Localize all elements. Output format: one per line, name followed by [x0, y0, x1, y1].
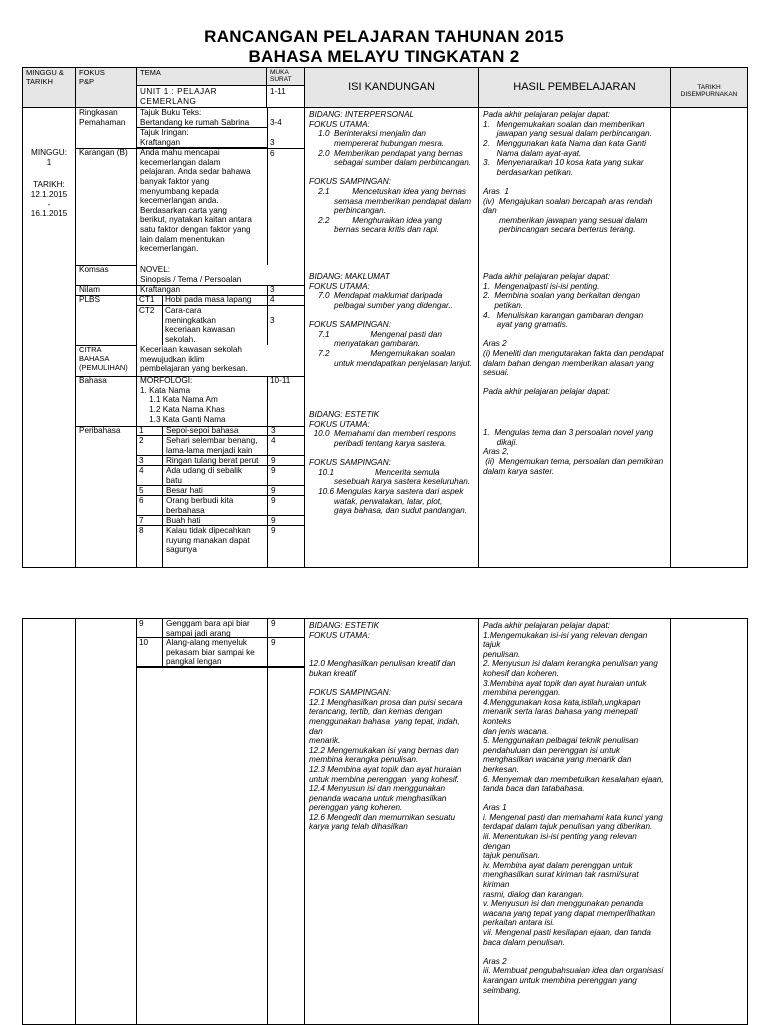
- peribahasa-number: 2: [137, 436, 163, 455]
- fokus-nilam: Nilam: [76, 285, 136, 296]
- peribahasa-row: [137, 619, 304, 638]
- tarikh-disempurnakan-cell-cont: [671, 619, 748, 1025]
- peribahasa-number: 8: [137, 526, 163, 567]
- tema-column: [137, 108, 305, 568]
- peribahasa-text: Alang-alang menyeluk pekasam biar sampai ke pangkal lengan: [166, 638, 255, 667]
- peribahasa-page: 3: [271, 426, 276, 436]
- hasil-pembelajaran-cell-cont: [479, 619, 671, 1025]
- page-karangan: 6: [270, 149, 275, 159]
- fokus-column: [76, 108, 137, 568]
- fokus-komsas: Komsas: [76, 265, 136, 286]
- plbs-ct1-page: 4: [270, 295, 275, 305]
- peribahasa-number: 3: [137, 456, 163, 465]
- page-ringkasan-teks: 3-4: [270, 118, 282, 128]
- peribahasa-page: 9: [271, 638, 276, 647]
- peribahasa-number: 6: [137, 496, 163, 515]
- unit-title: UNIT 1 : PELAJAR CEMERLANG: [137, 86, 267, 108]
- peribahasa-row: [137, 526, 304, 568]
- peribahasa-row: [137, 486, 304, 496]
- document-title-line2: BAHASA MELAYU TINGKATAN 2: [248, 47, 520, 66]
- tema-column-cont: [137, 619, 305, 1025]
- peribahasa-page: 9: [271, 516, 276, 526]
- isi-estetik: BIDANG: ESTETIK FOKUS UTAMA: 10.0 Memahami dan memberi respons peribadi tentang karya sastera. FOKUS SAMPINGAN: 10.1 Mencerita semula sesebuah karya sastera keseluruhan. 10.6 Mengulas karya sastera dari aspek watak, perwatakan, latar, plot, gaya bahasa, dan sudut pandangan.: [309, 410, 471, 516]
- peribahasa-page: 9: [271, 496, 276, 506]
- fokus-ringkasan: Ringkasan Pemahaman: [76, 108, 136, 149]
- peribahasa-row: [137, 426, 304, 436]
- peribahasa-text: Ada udang di sebalik batu: [166, 466, 243, 485]
- hasil-interpersonal: Pada akhir pelajaran pelajar dapat: 1. Mengemukakan soalan dan memberikan jawapan yang sesuai dalam perbincangan. 2. Menggunakan kata Nama dan kata Ganti Nama dalam ayat-ayat. 3. Menyenaraikan 10 kosa kata yang sukar berdasarkan petikan. Aras 1 (iv) Mengajukan soalan bercapah aras rendah dan memberikan jawapan yang sesuai dalam perbincangan secara berterus terang.: [483, 110, 653, 235]
- isi-maklumat: BIDANG: MAKLUMAT FOKUS UTAMA: 7.0 Mendapat maklumat daripada pelbagai sumber yang didengar.. FOKUS SAMPINGAN: 7.1 Mengenal pasti dan menyatakan gambaran. 7.2 Mengemukakan soalan untuk mendapatkan penjelasan lanjut.: [309, 272, 472, 368]
- lesson-plan-table-week1: [22, 67, 748, 568]
- lesson-plan-table-week1-cont: [22, 618, 748, 1025]
- peribahasa-text: Orang berbudi kita berbahasa: [166, 496, 234, 515]
- fokus-plbs: PLBS: [76, 295, 136, 346]
- tema-ringkasan-iringan: Tajuk Iringan: Kraftangan: [137, 128, 267, 148]
- plbs-ct1-text: Hobi pada masa lapang: [165, 295, 252, 305]
- tema-nilam: Kraftangan: [140, 285, 181, 295]
- plbs-ct1-code: CT1: [139, 295, 155, 305]
- hasil-estetik: 1. Mengulas tema dan 3 persoalan novel yang dikaji. Aras 2, (ii) Mengemukan tema, persoalan dan pemikiran dalam karya saster.: [483, 428, 664, 476]
- tarikh-disempurnakan-cell: [671, 108, 748, 568]
- col-header-fokus: FOKUS P&P: [76, 68, 137, 108]
- week-label: MINGGU: 1: [31, 148, 67, 167]
- hasil-estetik-penulisan: Pada akhir pelajaran pelajar dapat: 1.Mengemukakan isi-isi yang relevan dengan tajuk penulisan. 2. Menyusun isi dalam kerangka penulisan yang kohesif dan koheren. 3.Membina ayat topik dan ayat huraian untuk membina perenggan. 4.Menggunakan kosa kata,istilah,ungkapan menarik serta laras bahasa yang menepati konteks dan jenis wacana. 5. Menggunakan pelbagai teknik penulisan pendahuluan dan perenggan isi untuk menghasilkan wacana yang menarik dan berkesan. 6. Menyemak dan membetulkan kesalahan ejaan, tanda baca dan tatabahasa. Aras 1 i. Mengenal pasti dan memahami kata kunci yang terdapat dalam tajuk penulisan yang diberikan. iii. Menentukan isi-isi penting yang relevan dengan tajuk penulisan. iv. Membina ayat dalam perenggan untuk menghasilkan surat kiriman tak rasmi/surat kiriman rasmi, dialog dan karangan. v. Menyusun isi dan menggunakan penanda wacana yang tepat yang dapat memperlihatkan perkaitan antara isi. vii. Mengenal pasti kesilapan ejaan, dan tanda baca dalam penulisan. Aras 2 iii. Membuat pengubahsuaian idea dan organisasi karangan untuk membina perenggan yang seimbang.: [483, 621, 664, 995]
- tema-komsas: NOVEL: Sinopsis / Tema / Persoalan: [137, 265, 305, 285]
- peribahasa-text: Buah hati: [166, 516, 201, 526]
- peribahasa-page: 9: [271, 456, 276, 466]
- peribahasa-number: 5: [137, 486, 163, 495]
- tema-bahasa-morfologi: MORFOLOGI: 1. Kata Nama 1.1 Kata Nama Am 1.2 Kata Nama Khas 1.3 Kata Ganti Nama: [140, 376, 226, 424]
- plbs-ct2-text: Cara-cara meningkatkan keceriaan kawasan sekolah.: [165, 306, 236, 344]
- col-header-isi-kandungan: ISI KANDUNGAN: [305, 68, 479, 108]
- col-header-tema: TEMA: [137, 68, 267, 86]
- unit-pages: 1-11: [267, 86, 305, 108]
- fokus-cell-cont: [76, 619, 137, 1025]
- peribahasa-text: Sepoi-sepoi bahasa: [166, 426, 239, 436]
- peribahasa-number: 7: [137, 516, 163, 525]
- date-label: TARIKH:: [33, 180, 65, 190]
- tema-karangan: Anda mahu mencapai kecemerlangan dalam pelajaran. Anda sedar bahawa banyak faktor yang menyumbang kepada kecemerlangan anda. Berdasarkan carta yang berikut, nyatakan kaitan antara satu faktor dengan faktor yang lain dalam menentukan kecemerlangan.: [140, 148, 252, 254]
- fokus-karangan: Karangan (B): [76, 148, 136, 266]
- date-range: 12.1.2015 - 16.1.2015: [30, 190, 68, 219]
- peribahasa-page: 9: [271, 486, 276, 496]
- peribahasa-number: 1: [137, 426, 163, 435]
- peribahasa-page: 9: [271, 466, 276, 476]
- page-bahasa: 10-11: [270, 376, 291, 386]
- fokus-citra-bahasa: CITRA BAHASA (PEMULIHAN): [76, 345, 136, 377]
- peribahasa-text: Besar hati: [166, 486, 203, 496]
- peribahasa-number: 10: [137, 638, 163, 666]
- fokus-bahasa: Bahasa: [76, 376, 136, 427]
- peribahasa-row: [137, 466, 304, 486]
- page-ringkasan-iringan: 3: [270, 138, 275, 148]
- peribahasa-text: Ringan tulang berat perut: [166, 456, 259, 466]
- document-title-line1: RANCANGAN PELAJARAN TAHUNAN 2015: [204, 27, 564, 46]
- col-header-hasil-pembelajaran: HASIL PEMBELAJARAN: [479, 68, 671, 108]
- peribahasa-page: 4: [271, 436, 276, 446]
- hasil-pembelajaran-cell: [479, 108, 671, 568]
- peribahasa-number: 4: [137, 466, 163, 485]
- isi-estetik-penulisan: BIDANG: ESTETIK FOKUS UTAMA: 12.0 Menghasilkan penulisan kreatif dan bukan kreatif FOKUS SAMPINGAN: 12.1 Menghasilkan prosa dan puisi secara terancang, tertib, dan kemas dengan menggunakan bahasa yang tepat, indah, dan menarik. 12.2 Mengemukakan isi yang bernas dan membina kerangka penulisan. 12.3 Membina ayat topik dan ayat huraian untuk membina perenggan yang kohesif. 12.4 Menyusun isi dan menggunakan penanda wacana untuk menghasilkan perenggan yang koheren. 12.6 Mengedit dan memurnikan sesuatu karya yang telah dihasilkan: [309, 621, 463, 832]
- isi-kandungan-cell-cont: [305, 619, 479, 1025]
- peribahasa-text: Genggam bara api biar sampai jadi arang: [166, 619, 250, 638]
- peribahasa-row: [137, 436, 304, 456]
- col-header-muka-surat: MUKA SURAT: [267, 68, 305, 86]
- hasil-maklumat: Pada akhir pelajaran pelajar dapat: 1. Mengenalpasti isi-isi penting. 2. Membina soalan yang berkaitan dengan petikan. 4. Menuliskan karangan gambaran dengan ayat yang gramatis. Aras 2 (i) Meneliti dan mengutarakan fakta dan pendapat dalam bahan dengan memberikan alasan yang sesuai. Pada akhir pelajaran pelajar dapat:: [483, 272, 664, 397]
- page-nilam: 3: [270, 285, 275, 295]
- peribahasa-text: Kalau tidak dipecahkan ruyung manakan dapat sagunya: [166, 526, 251, 555]
- tema-citra-bahasa: Keceriaan kawasan sekolah mewujudkan iklim pembelajaran yang berkesan.: [137, 345, 305, 376]
- isi-interpersonal: BIDANG: INTERPERSONAL FOKUS UTAMA: 1.0 Berinteraksi menjalin dan mempererat hubungan mesra. 2.0 Memberikan pendapat yang bernas sebagai sumber dalam perbincangan. FOKUS SAMPINGAN: 2.1 Mencetuskan idea yang bernas semasa memberikan pendapat dalam perbincangan. 2.2 Menghuraikan idea yang bernas secara kritis dan rapi.: [309, 110, 472, 235]
- peribahasa-page: 9: [271, 526, 276, 536]
- peribahasa-row: [137, 496, 304, 516]
- week-cell-cont: [23, 619, 76, 1025]
- peribahasa-number: 9: [137, 619, 163, 637]
- peribahasa-text: Sehari selembar benang, lama-lama menjadi kain: [166, 436, 258, 455]
- fokus-peribahasa: Peribahasa: [79, 426, 121, 436]
- peribahasa-row: [137, 456, 304, 466]
- isi-kandungan-cell: [305, 108, 479, 568]
- plbs-ct2-code: CT2: [137, 305, 162, 316]
- peribahasa-row: [137, 638, 304, 667]
- peribahasa-page: 9: [271, 619, 276, 628]
- week-cell: [23, 108, 76, 568]
- plbs-ct2-page: 3: [270, 316, 275, 326]
- peribahasa-row: [137, 516, 304, 526]
- tema-ringkasan-teks: Tajuk Buku Teks: Bertandang ke rumah Sabrina: [137, 108, 267, 128]
- col-header-tarikh-disempurnakan: TARIKH DISEMPURNAKAN: [671, 68, 748, 108]
- col-header-minggu: MINGGU & TARIKH: [23, 68, 76, 108]
